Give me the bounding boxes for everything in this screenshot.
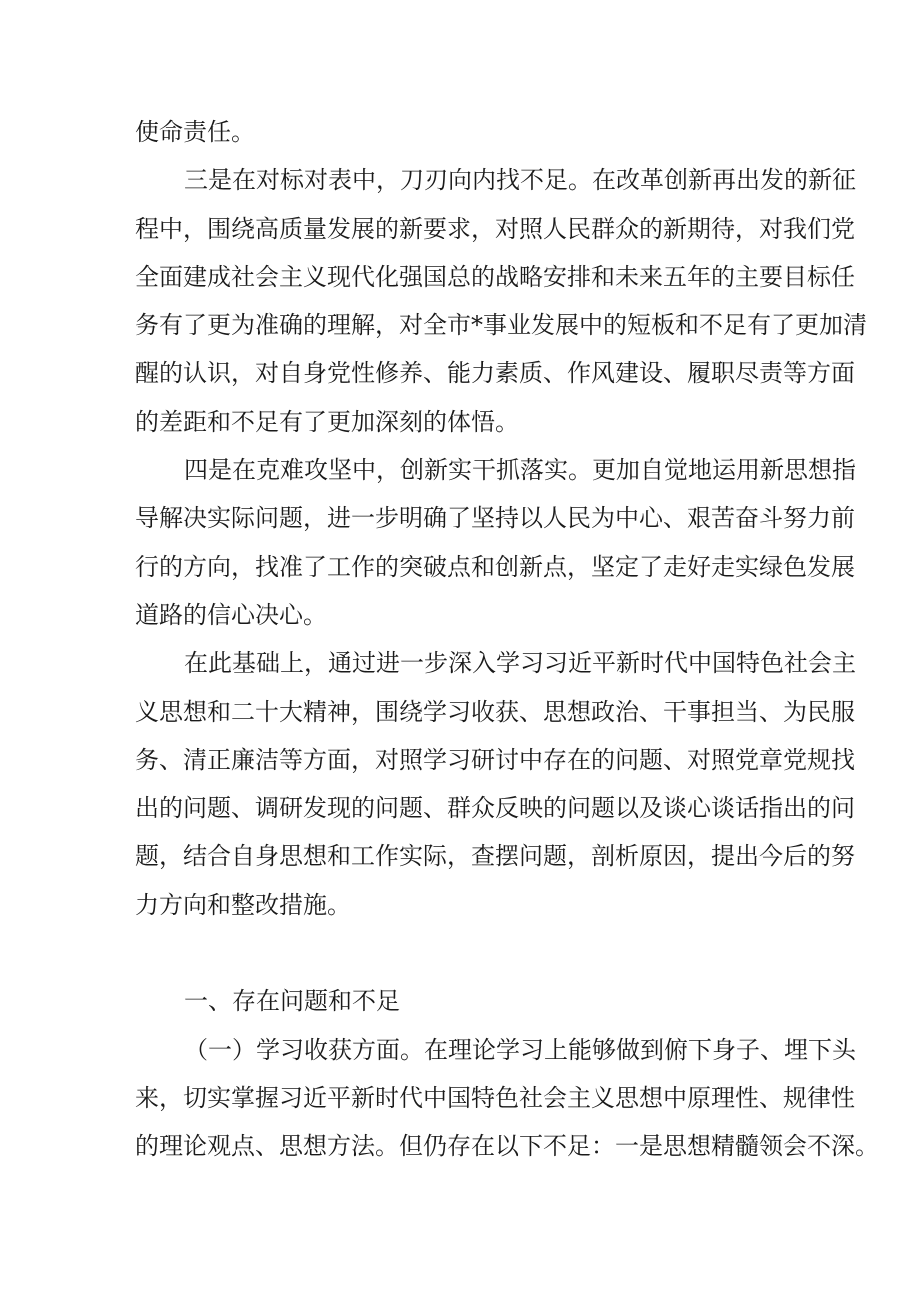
- text-line: 来，切实掌握习近平新时代中国特色社会主义思想中原理性、规律性: [135, 1083, 855, 1112]
- blank-line: [135, 929, 785, 977]
- text-line: 行的方向，找准了工作的突破点和创新点，坚定了走好走实绿色发展: [135, 552, 855, 581]
- paragraph-continuation: [135, 108, 785, 156]
- section-heading: [135, 977, 785, 1025]
- paragraph-study-gains: [135, 1026, 879, 1171]
- text-line: 题，结合自身思想和工作实际，查摆问题，剖析原因，提出今后的努: [135, 842, 855, 871]
- text-line: 务有了更为准确的理解，对全市*事业发展中的短板和不足有了更加清: [135, 311, 867, 340]
- text-line: 醒的认识，对自身党性修养、能力素质、作风建设、履职尽责等方面: [135, 359, 855, 388]
- heading-text: 一、存在问题和不足: [184, 987, 400, 1016]
- paragraph-point-three: [135, 156, 867, 446]
- paragraph-point-four: [135, 446, 856, 639]
- text-line: 的理论观点、思想方法。但仍存在以下不足：一是思想精髓领会不深。: [135, 1132, 879, 1161]
- text-line: 使命责任。: [135, 118, 255, 146]
- text-line: 程中，围绕高质量发展的新要求，对照人民群众的新期待，对我们党: [135, 214, 855, 243]
- text-line: 在此基础上，通过进一步深入学习习近平新时代中国特色社会主: [184, 649, 856, 678]
- document-page: [135, 108, 879, 1171]
- text-line: 四是在克难攻坚中，创新实干抓落实。更加自觉地运用新思想指: [184, 456, 856, 485]
- text-line: 三是在对标对表中，刀刃向内找不足。在改革创新再出发的新征: [184, 166, 856, 195]
- text-line: 全面建成社会主义现代化强国总的战略安排和未来五年的主要目标任: [135, 262, 855, 291]
- text-line: 务、清正廉洁等方面，对照学习研讨中存在的问题、对照党章党规找: [135, 745, 855, 774]
- text-line: 出的问题、调研发现的问题、群众反映的问题以及谈心谈话指出的问: [135, 794, 855, 823]
- text-line: 道路的信心决心。: [135, 600, 327, 629]
- text-line: 的差距和不足有了更加深刻的体悟。: [135, 407, 519, 436]
- text-line: 义思想和二十大精神，围绕学习收获、思想政治、干事担当、为民服: [135, 697, 855, 726]
- text-line: 导解决实际问题，进一步明确了坚持以人民为中心、艰苦奋斗努力前: [135, 504, 855, 533]
- text-line: 力方向和整改措施。: [135, 890, 351, 919]
- text-line: （一）学习收获方面。在理论学习上能够做到俯下身子、埋下头: [184, 1035, 856, 1064]
- paragraph-basis: [135, 639, 856, 929]
